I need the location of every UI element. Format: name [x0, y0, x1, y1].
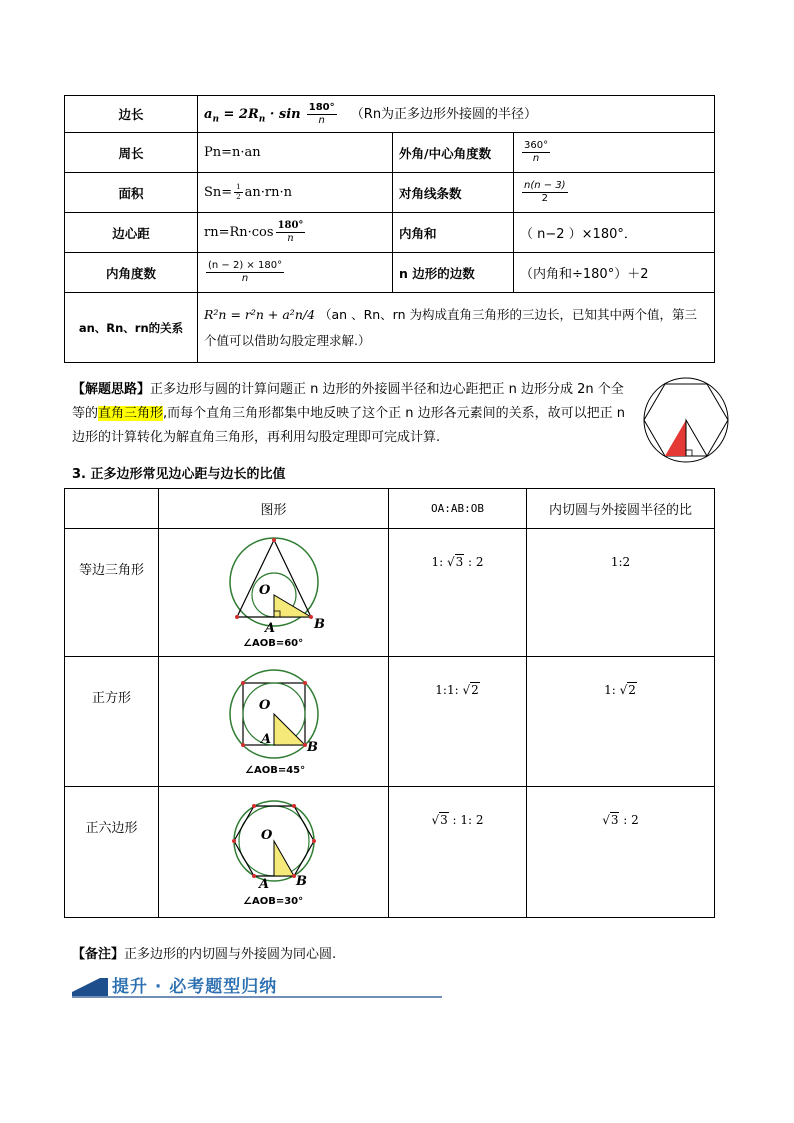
ratio-hexagon: √3 : 1: 2 — [389, 787, 527, 918]
formula-apothem: rn=Rn·cos $\frac{180^\circ}{n}$ — [198, 213, 393, 253]
formula-relation: R²n = r²n + a²n/4 （an 、Rn、rn 为构成直角三角形的三边长，已知其中两个值，第三个值可以借助勾股定理求解.） — [198, 293, 715, 363]
right-angle-mark — [686, 450, 692, 456]
fraction: $\frac{180^\circ}{n}$ — [308, 101, 335, 126]
sqrt: √3 — [446, 555, 464, 569]
right-triangle — [665, 420, 686, 456]
angle-label: ∠AOB=60° — [242, 637, 303, 649]
formula-side-length: $a_n = 2R_n \cdot \sin$ $\frac{180^\circ}{n}$ （Rn为正多边形外接圆的半径） — [198, 96, 715, 133]
remark: 【备注】正多边形的内切圆与外接圆为同心圆. — [72, 947, 337, 962]
hexagon-figure — [640, 376, 732, 466]
label-side-length: 边长 — [65, 96, 198, 133]
label-apothem: 边心距 — [65, 213, 198, 253]
formula-area: Sn= $\frac{1}{2}$ an·rn·n — [198, 173, 393, 213]
sqrt: √3 — [431, 813, 448, 827]
shape-name-hexagon: 正六边形 — [65, 787, 159, 918]
point-a: A — [264, 620, 275, 636]
formula-perimeter: Pn=n·an — [198, 133, 393, 173]
point-o: O — [260, 828, 272, 843]
label-exterior-angle: 外角/中心角度数 — [393, 133, 514, 173]
point-o: O — [258, 697, 270, 713]
fraction: $\frac{360^\circ}{n}$ — [524, 140, 549, 164]
label-diagonals: 对角线条数 — [393, 173, 514, 213]
ratio-table — [64, 488, 715, 918]
figure-square — [159, 657, 389, 787]
angle-label: ∠AOB=30° — [242, 896, 303, 907]
sqrt: √2 — [619, 683, 636, 697]
shape-name-triangle: 等边三角形 — [65, 529, 159, 657]
point-b: B — [313, 616, 325, 632]
label-interior-sum: 内角和 — [393, 213, 514, 253]
ratio-square: 1:1: √2 — [389, 657, 527, 787]
triangle-diagram — [219, 532, 329, 650]
point-b: B — [295, 874, 307, 889]
thinking-tag: 【解题思路】 — [72, 382, 151, 397]
sqrt: √2 — [462, 683, 479, 697]
triangle-outline — [686, 420, 707, 456]
value-exterior-angle — [514, 133, 715, 173]
shape-name-square: 正方形 — [65, 657, 159, 787]
label-relation: an、Rn、rn的关系 — [65, 293, 198, 363]
remark-tag: 【备注】 — [72, 947, 125, 962]
label-area: 面积 — [65, 173, 198, 213]
highlight-text: 直角三角形 — [98, 406, 164, 421]
solution-thinking-paragraph: 【解题思路】正多边形与圆的计算问题正 n 边形的外接圆半径和边心距把正 n 边形分成 2n 个全等的直角三角形,而每个直角三角形都集中地反映了这个正 n 边形各元素间的关系，故可以把正 n 边形的计算转化为解直角三角形，再利用勾股定理即可完成计算. — [72, 382, 626, 445]
fraction: $\frac{1}{2}$ — [236, 183, 241, 201]
hexagon-diagram — [219, 791, 329, 909]
note-text: （Rn为正多边形外接圆的半径） — [350, 106, 538, 122]
label-interior-angle: 内角度数 — [65, 253, 198, 293]
highlight-triangle — [274, 841, 294, 876]
banner-title: 提升 · 必考题型归纳 — [112, 977, 278, 997]
radius-ratio-hexagon: √3 : 2 — [527, 787, 715, 918]
label-side-count: n 边形的边数 — [393, 253, 514, 293]
figure-hexagon — [159, 787, 389, 918]
header-ratio: OA:AB:OB — [389, 489, 527, 529]
radius-ratio-square: 1: √2 — [527, 657, 715, 787]
header-empty — [65, 489, 159, 529]
value-interior-sum: （ n−2 ）×180°． — [514, 213, 715, 253]
point-a: A — [258, 877, 269, 892]
section-title: 3. 正多边形常见边心距与边长的比值 — [72, 467, 286, 482]
header-figure: 图形 — [159, 489, 389, 529]
formula-interior-angle — [198, 253, 393, 293]
sqrt: √3 — [602, 813, 619, 827]
formula-table — [64, 95, 715, 363]
ratio-triangle: 1: √3 : 2 — [389, 529, 527, 657]
value-side-count: （内角和÷180°）＋2 — [514, 253, 715, 293]
angle-label: ∠AOB=45° — [244, 764, 305, 776]
fraction: $\frac{(n - 2) \times 180^\circ}{n}$ — [208, 260, 283, 284]
point-a: A — [260, 731, 271, 747]
point-b: B — [306, 739, 318, 755]
point-o: O — [258, 582, 270, 598]
square-diagram — [219, 661, 329, 779]
fraction: $\frac{180^\circ}{n}$ — [277, 220, 304, 244]
figure-triangle — [159, 529, 389, 657]
header-radius-ratio: 内切圆与外接圆半径的比 — [527, 489, 715, 529]
radius-ratio-triangle: 1:2 — [527, 529, 715, 657]
fraction: $\frac{n(n - 3)}{2}$ — [524, 180, 566, 204]
label-perimeter: 周长 — [65, 133, 198, 173]
value-diagonals — [514, 173, 715, 213]
